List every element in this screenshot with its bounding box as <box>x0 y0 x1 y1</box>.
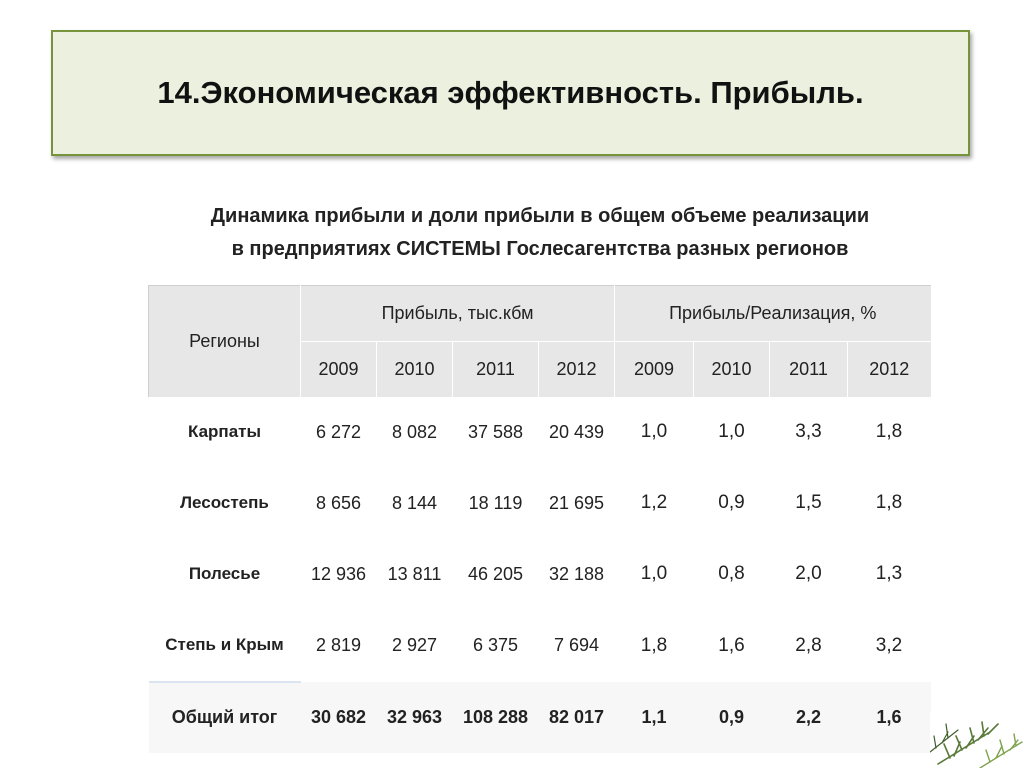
header-ratio-year: 2009 <box>615 342 694 397</box>
profit-cell: 8 082 <box>391 421 438 442</box>
ratio-cell: 1,0 <box>718 421 745 442</box>
profit-table <box>148 285 931 753</box>
ratio-cell: 1,0 <box>640 563 668 584</box>
region-cell: Полесье <box>188 564 261 583</box>
total-row <box>149 682 931 753</box>
slide-title-box <box>51 30 970 156</box>
header-profit-year: 2010 <box>377 342 453 397</box>
header-ratio-year: 2011 <box>770 342 848 397</box>
profit-cell: 37 588 <box>467 421 524 442</box>
ratio-cell: 1,6 <box>718 634 745 656</box>
profit-cell: 8 144 <box>391 492 438 513</box>
profit-cell: 6 272 <box>315 421 362 442</box>
profit-cell: 2 819 <box>315 635 362 655</box>
header-ratio-group: Прибыль/Реализация, % <box>615 286 931 342</box>
ratio-cell: 1,2 <box>640 492 668 513</box>
pine-branch-icon <box>930 712 1024 768</box>
total-ratio-cell: 2,2 <box>770 682 848 753</box>
header-ratio-year: 2012 <box>848 342 931 397</box>
ratio-cell: 3,2 <box>875 634 903 656</box>
ratio-cell: 1,3 <box>875 563 903 584</box>
ratio-cell: 1,8 <box>875 492 903 513</box>
region-cell: Карпаты <box>188 422 261 441</box>
total-ratio-cell: 1,6 <box>848 682 931 753</box>
total-ratio-cell: 1,1 <box>615 682 694 753</box>
table-row <box>149 539 931 610</box>
ratio-cell: 3,3 <box>795 421 822 442</box>
header-profit-year: 2012 <box>539 342 615 397</box>
ratio-cell: 1,8 <box>875 421 903 442</box>
profit-cell: 7 694 <box>553 635 600 655</box>
total-profit-cell: 108 288 <box>453 682 539 753</box>
header-profit-year: 2011 <box>453 342 539 397</box>
total-profit-cell: 82 017 <box>539 682 615 753</box>
header-profit-group: Прибыль, тыс.кбм <box>301 286 615 342</box>
ratio-cell: 2,8 <box>795 634 822 656</box>
ratio-cell: 2,0 <box>795 563 822 584</box>
ratio-cell: 1,8 <box>640 634 668 656</box>
table-row <box>149 610 931 682</box>
profit-cell: 18 119 <box>468 492 523 513</box>
ratio-cell: 1,5 <box>795 492 822 513</box>
profit-cell: 20 439 <box>548 421 605 442</box>
profit-cell: 12 936 <box>310 563 367 584</box>
total-ratio-cell: 0,9 <box>694 682 770 753</box>
profit-cell: 32 188 <box>548 563 605 584</box>
header-ratio-year: 2010 <box>694 342 770 397</box>
profit-cell: 6 375 <box>472 635 519 655</box>
profit-cell: 46 205 <box>467 563 524 584</box>
ratio-cell: 0,8 <box>718 563 745 584</box>
profit-cell: 2 927 <box>391 635 438 655</box>
table-row <box>149 468 931 539</box>
table-row <box>149 397 931 468</box>
total-profit-cell: 32 963 <box>377 682 453 753</box>
profit-cell: 13 811 <box>387 563 442 584</box>
slide-title: 14.Экономическая эффективность. Прибыль. <box>157 75 864 110</box>
profit-cell: 8 656 <box>315 492 362 513</box>
table-subtitle <box>140 200 940 266</box>
profit-cell: 21 695 <box>548 492 605 513</box>
subtitle-line-1: Динамика прибыли и доли прибыли в общем объеме реализации <box>210 205 870 227</box>
subtitle-line-2: в предприятиях СИСТЕМЫ Гослесагентства разных регионов <box>231 238 849 260</box>
ratio-cell: 1,0 <box>640 421 668 442</box>
total-profit-cell: 30 682 <box>301 682 377 753</box>
header-profit-year: 2009 <box>301 342 377 397</box>
region-cell: Лесостепь <box>180 493 269 512</box>
region-cell: Степь и Крым <box>165 635 284 654</box>
ratio-cell: 0,9 <box>718 492 745 513</box>
header-regions: Регионы <box>149 286 301 397</box>
total-label: Общий итог <box>149 682 301 753</box>
